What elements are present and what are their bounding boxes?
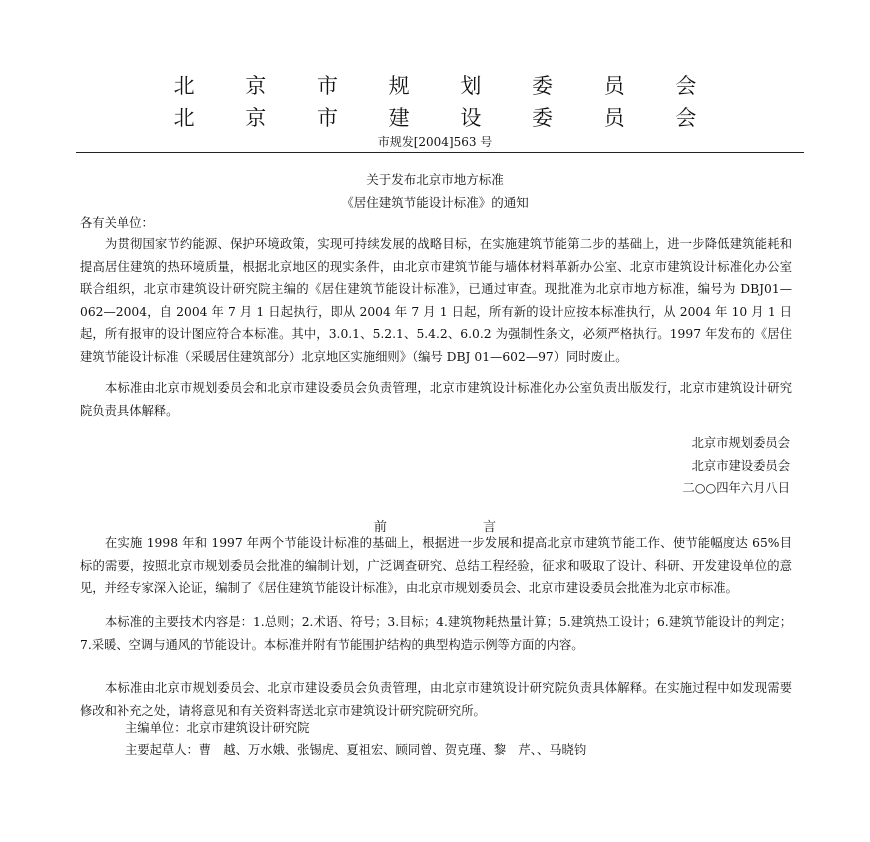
drafters: 主要起草人：曹 越、万水娥、张锡虎、夏祖宏、顾同曾、贺克瑾、黎 芹、、马晓钧 bbox=[125, 743, 587, 757]
document-number: 市规发[2004]563 号 bbox=[377, 135, 493, 149]
addressee: 各有关单位： bbox=[80, 216, 154, 230]
issuer-line-1: 北 京 市 规 划 委 员 会 bbox=[173, 74, 719, 98]
notice-paragraph-1: 为贯彻国家节约能源、保护环境政策，实现可持续发展的战略目标，在实施建筑节能第二步的基础上，进一步降低建筑能耗和提高居住建筑的热环境质量，根据北京地区的现实条件，由北京市建筑节能与墙体材料革新办公室、北京市建筑设计标准化办公室联合组织，北京市建筑设计研究院主编的《居住建筑节能设计标准》，已通过审查。现批准为北京市地方标准，编号为 DBJ01—062—2004，自 2004 年 7 月 1 日起执行，即从 2004 年 7 月 1 日起，所有新的设计应按本标准执行，从 2004 年 10 月 1 日起，所有报审的设计图应符合本标准。其中，3.0.1、5.2.1、5.4.2、6.0.2 为强制性条文，必须严格执行。1997 年发布的《居住建筑节能设计标准（采暖居住建筑部分）北京地区实施细则》（编号 DBJ 01—602—97）同时废止。 bbox=[80, 237, 792, 364]
notice-title-line-1: 关于发布北京市地方标准 bbox=[366, 172, 504, 187]
signature-construction-committee: 北京市建设委员会 bbox=[691, 459, 790, 473]
notice-title-line-2: 《居住建筑节能设计标准》的通知 bbox=[341, 195, 529, 210]
preface-paragraph-2: 本标准的主要技术内容是：1.总则；2.术语、符号；3.目标；4.建筑物耗热量计算；5.建筑热工设计；6.建筑节能设计的判定；7.采暖、空调与通风的节能设计。本标准并附有节能围护结构的典型构造示例等方面的内容。 bbox=[80, 615, 792, 652]
notice-date: 二○○四年六月八日 bbox=[682, 481, 790, 495]
preface-paragraph-3: 本标准由北京市规划委员会、北京市建设委员会负责管理，由北京市建筑设计研究院负责具体解释。在实施过程中如发现需要修改和补充之处，请将意见和有关资料寄送北京市建筑设计研究院研究所。 bbox=[80, 681, 792, 718]
preface-heading: 前 言 bbox=[373, 520, 543, 535]
editor-unit: 主编单位：北京市建筑设计研究院 bbox=[125, 721, 310, 735]
preface-paragraph-1: 在实施 1998 年和 1997 年两个节能设计标准的基础上，根据进一步发展和提高北京市建筑节能工作、使节能幅度达 65%目标的需要，按照北京市规划委员会批准的编制计划，广泛调查研究、总结工程经验，征求和吸取了设计、科研、开发建设单位的意见，并经专家深入论证，编制了《居住建筑节能设计标准》，由北京市规划委员会、北京市建设委员会批准为北京市标准。 bbox=[80, 536, 792, 595]
signature-planning-committee: 北京市规划委员会 bbox=[691, 436, 790, 450]
notice-paragraph-2: 本标准由北京市规划委员会和北京市建设委员会负责管理，北京市建筑设计标准化办公室负责出版发行，北京市建筑设计研究院负责具体解释。 bbox=[80, 381, 792, 418]
issuer-line-2: 北 京 市 建 设 委 员 会 bbox=[173, 106, 719, 130]
header-divider bbox=[76, 152, 804, 153]
